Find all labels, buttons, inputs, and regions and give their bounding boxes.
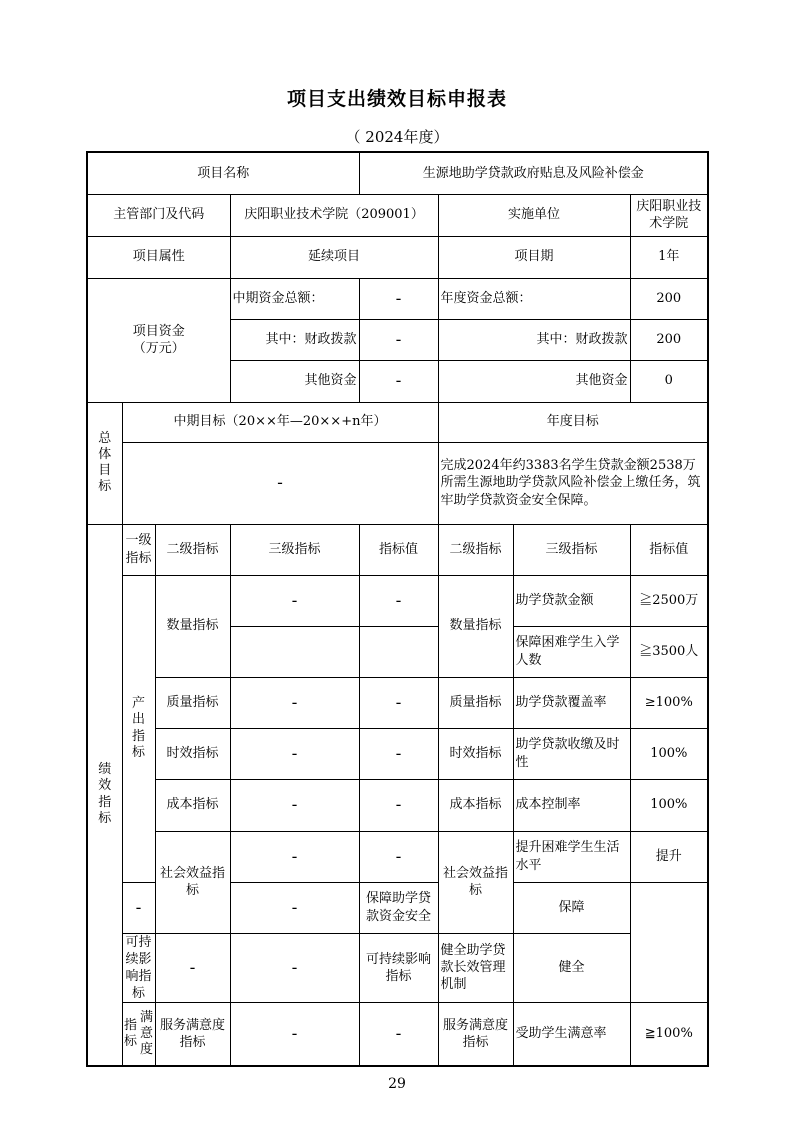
cost-indicator-mid: 成本指标	[155, 779, 230, 831]
social-l3-mid-2: -	[122, 882, 155, 933]
year-other-value: 0	[630, 360, 708, 402]
mid-fiscal-label: 其中：财政拨款	[230, 319, 359, 360]
satisfaction-label-b: 满意度	[140, 1009, 154, 1057]
service-val-mid: -	[359, 1003, 438, 1066]
quantity-l3-year-1: 助学贷款金额	[513, 575, 630, 626]
year-other-label: 其他资金	[438, 360, 630, 402]
quantity-indicator-year: 数量指标	[438, 575, 513, 677]
funds-label: 项目资金 （万元）	[87, 278, 230, 402]
overall-goal-label: 总体目标	[87, 402, 122, 524]
quality-l3-year: 助学贷款覆盖率	[513, 677, 630, 728]
service-val-year: ≧100%	[630, 1003, 708, 1066]
impl-unit-label: 实施单位	[438, 194, 630, 236]
year-total-label: 年度资金总额：	[438, 278, 630, 319]
level2-header-year: 二级指标	[438, 524, 513, 575]
timeliness-val-mid: -	[359, 728, 438, 779]
mid-total-value: -	[359, 278, 438, 319]
social-val-mid-1: -	[359, 831, 438, 882]
level3-header-year: 三级指标	[513, 524, 630, 575]
timeliness-indicator-year: 时效指标	[438, 728, 513, 779]
impl-unit-value: 庆阳职业技术学院	[630, 194, 708, 236]
project-attr-label: 项目属性	[87, 236, 230, 278]
quality-indicator-mid: 质量指标	[155, 677, 230, 728]
output-indicator-label: 产出指标	[122, 575, 155, 882]
year-fiscal-value: 200	[630, 319, 708, 360]
sustain-indicator-year: 可持续影响指标	[359, 933, 438, 1003]
social-val-year-1: 提升	[630, 831, 708, 882]
dept-label: 主管部门及代码	[87, 194, 230, 236]
project-period-label: 项目期	[438, 236, 630, 278]
mid-other-value: -	[359, 360, 438, 402]
mid-fiscal-value: -	[359, 319, 438, 360]
timeliness-l3-mid: -	[230, 728, 359, 779]
quantity-val-year-1: ≧2500万	[630, 575, 708, 626]
sustain-l3-year: 健全助学贷款长效管理机制	[438, 933, 513, 1003]
project-name-label: 项目名称	[87, 152, 359, 194]
level2-header: 二级指标	[155, 524, 230, 575]
satisfaction-indicator-label	[122, 1003, 155, 1066]
sustain-val-mid: -	[230, 933, 359, 1003]
timeliness-l3-year: 助学贷款收缴及时性	[513, 728, 630, 779]
performance-indicator-label: 绩效指标	[87, 524, 122, 1066]
social-indicator-year: 社会效益指标	[438, 831, 513, 933]
timeliness-indicator-mid: 时效指标	[155, 728, 230, 779]
quantity-indicator-mid: 数量指标	[155, 575, 230, 677]
page-number: 29	[388, 1076, 406, 1092]
mid-goal-value: -	[122, 442, 438, 524]
cost-val-year: 100%	[630, 779, 708, 831]
cost-l3-mid: -	[230, 779, 359, 831]
mid-other-label: 其他资金	[230, 360, 359, 402]
project-name-value: 生源地助学贷款政府贴息及风险补偿金	[359, 152, 708, 194]
year-fiscal-label: 其中：财政拨款	[438, 319, 630, 360]
cost-l3-year: 成本控制率	[513, 779, 630, 831]
quantity-val-mid-2	[359, 626, 438, 677]
performance-table	[86, 151, 709, 1067]
timeliness-val-year: 100%	[630, 728, 708, 779]
quantity-l3-year-2: 保障困难学生入学人数	[513, 626, 630, 677]
quality-indicator-year: 质量指标	[438, 677, 513, 728]
social-l3-year-2: 保障助学贷款资金安全	[359, 882, 438, 933]
quality-l3-mid: -	[230, 677, 359, 728]
level3-header: 三级指标	[230, 524, 359, 575]
cost-indicator-year: 成本指标	[438, 779, 513, 831]
year-goal-header: 年度目标	[438, 402, 708, 442]
year-total-value: 200	[630, 278, 708, 319]
project-period-value: 1年	[630, 236, 708, 278]
project-attr-value: 延续项目	[230, 236, 438, 278]
social-val-mid-2: -	[230, 882, 359, 933]
quantity-l3-mid-2	[230, 626, 359, 677]
level1-header: 一级指标	[122, 524, 155, 575]
quantity-val-year-2: ≧3500人	[630, 626, 708, 677]
quality-val-mid: -	[359, 677, 438, 728]
page-title: 项目支出绩效目标申报表	[286, 88, 507, 110]
satisfaction-label-a: 指标	[124, 1017, 138, 1049]
mid-goal-header: 中期目标（20××年—20××+n年）	[122, 402, 438, 442]
quality-val-year: ≥100%	[630, 677, 708, 728]
service-l3-year: 受助学生满意率	[513, 1003, 630, 1066]
service-l3-mid: -	[230, 1003, 359, 1066]
value-header-year: 指标值	[630, 524, 708, 575]
dept-value: 庆阳职业技术学院（209001）	[230, 194, 438, 236]
social-val-year-2: 保障	[513, 882, 630, 933]
value-header: 指标值	[359, 524, 438, 575]
sustain-val-year: 健全	[513, 933, 630, 1003]
social-l3-mid-1: -	[230, 831, 359, 882]
service-indicator-mid: 服务满意度指标	[155, 1003, 230, 1066]
sustain-indicator-mid: 可持续影响指标	[122, 933, 155, 1003]
social-l3-year-1: 提升困难学生生活水平	[513, 831, 630, 882]
social-indicator-mid: 社会效益指标	[155, 831, 230, 933]
quantity-l3-mid-1: -	[230, 575, 359, 626]
mid-total-label: 中期资金总额：	[230, 278, 359, 319]
year-subtitle: （ 2024年度）	[345, 128, 449, 146]
cost-val-mid: -	[359, 779, 438, 831]
service-indicator-year: 服务满意度指标	[438, 1003, 513, 1066]
sustain-l3-mid: -	[155, 933, 230, 1003]
year-goal-value: 完成2024年约3383名学生贷款金额2538万所需生源地助学贷款风险补偿金上缴任务，筑牢助学贷款资金安全保障。	[438, 442, 708, 524]
quantity-val-mid-1: -	[359, 575, 438, 626]
